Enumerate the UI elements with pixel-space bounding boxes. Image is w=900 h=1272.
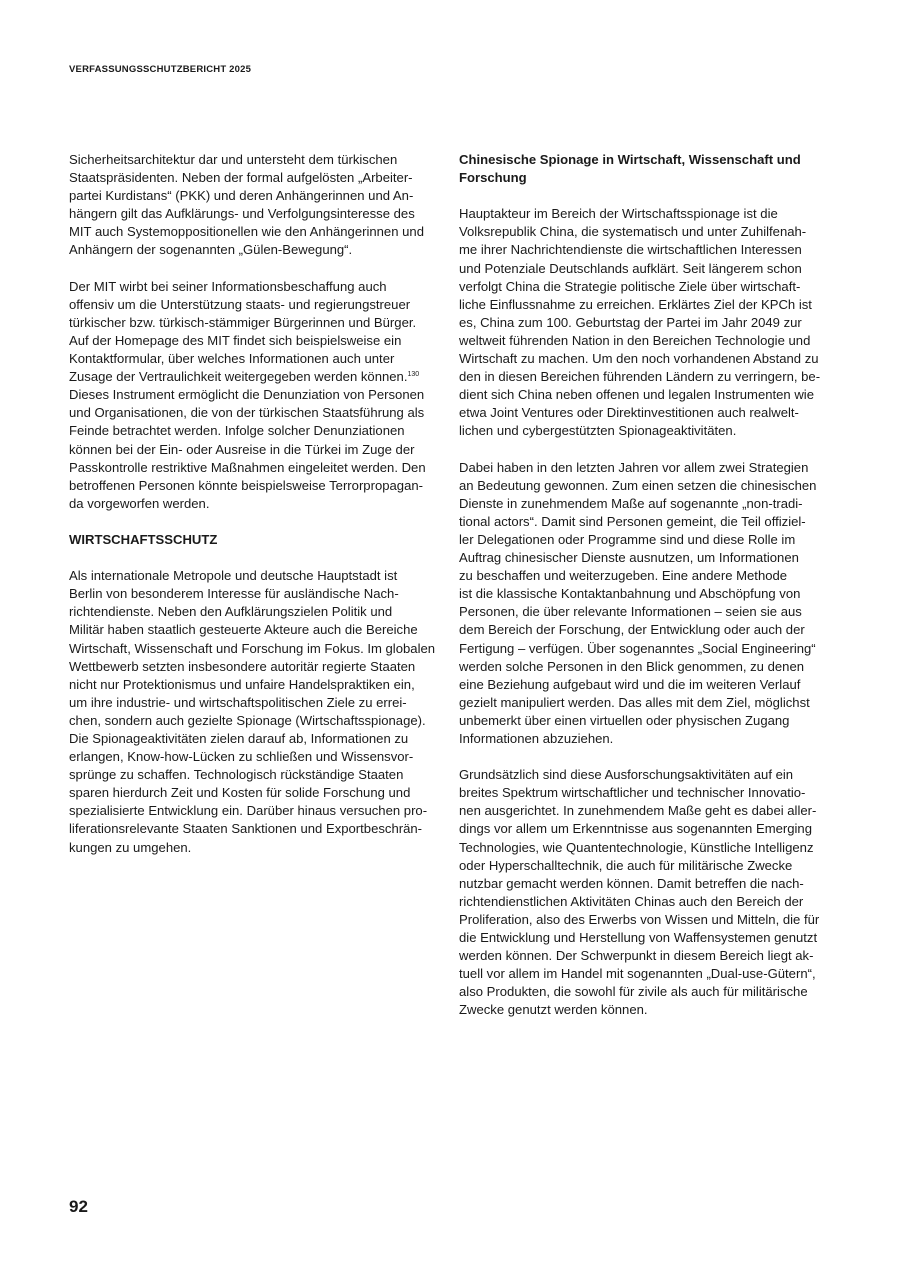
paragraph [459, 205, 839, 440]
text-line: nicht nur Protektionismus und unfaire Handelspraktiken ein, [69, 676, 415, 692]
text-line: Auftrag chinesischer Dienste ausnutzen, um Informationen [459, 550, 799, 566]
text-line: Zwecke genutzt werden können. [459, 1002, 648, 1018]
text-line: liche Einflussnahme zu erreichen. Erklärtes Ziel der KPCh ist [459, 296, 812, 312]
text-line: sprünge zu schaffen. Technologisch rückständige Staaten [69, 767, 404, 783]
text-line: etwa Joint Ventures oder Direktinvestitionen auch realwelt- [459, 405, 799, 421]
text-line: nen ausgerichtet. In zunehmendem Maße geht es dabei aller- [459, 803, 817, 819]
text-line: tional actors“. Damit sind Personen gemeint, die Teil offiziel- [459, 513, 806, 529]
text-line: Feinde betrachtet werden. Infolge solcher Denunziationen [69, 423, 405, 439]
footnote-marker[interactable]: 130 [407, 371, 420, 379]
text-line: werden können. Der Schwerpunkt in diesem Bereich liegt ak- [459, 948, 814, 964]
text-line: ler Delegationen oder Programme sind und diese Rolle im [459, 531, 796, 547]
text-line: oder Hyperschalltechnik, die auch für militärische Zwecke [459, 857, 793, 873]
text-line: spezialisierte Entwicklung ein. Darüber hinaus versuchen pro- [69, 803, 428, 819]
text-line: werden solche Personen in den Blick genommen, zu denen [459, 658, 805, 674]
text-line: unbemerkt über einen virtuellen oder physischen Zugang [459, 712, 790, 728]
text-line-with-footnote [69, 368, 445, 386]
text-line: Anhängern der sogenannten „Gülen-Bewegung“. [69, 242, 353, 258]
text-line: Staatspräsidenten. Neben der formal aufgelösten „Arbeiter- [69, 170, 413, 186]
text-line: den in diesen Bereichen führenden Ländern zu verringern, be- [459, 369, 821, 385]
text-line: dient sich China neben offenen und legalen Instrumenten wie [459, 387, 814, 403]
text-line: Wirtschaft, Wissenschaft und Forschung im Fokus. Im globalen [69, 640, 436, 656]
text-line: zu beschaffen und weiterzugeben. Eine andere Methode [459, 568, 788, 584]
text-line: also Produkten, die sowohl für zivile als auch für militärische [459, 984, 808, 1000]
text-line: Kontaktformular, über welches Informationen auch unter [69, 351, 395, 367]
text-line: die Entwicklung und Herstellung von Waffensystemen genutzt [459, 930, 818, 946]
paragraph [69, 278, 445, 513]
text-line: richtendienste. Neben den Aufklärungszielen Politik und [69, 604, 393, 620]
text-line: Dabei haben in den letzten Jahren vor allem zwei Strategien [459, 459, 809, 475]
paragraph [69, 151, 445, 260]
paragraph [459, 766, 839, 1019]
text-line: Dieses Instrument ermöglicht die Denunziation von Personen [69, 387, 425, 403]
text-line: Die Spionageaktivitäten zielen darauf ab, Informationen zu [69, 731, 409, 746]
text-line: es, China zum 100. Geburtstag der Partei im Jahr 2049 zur [459, 314, 802, 330]
text-line: Dienste in zunehmendem Maße auf sogenannte „non-tradi- [459, 495, 803, 511]
text-line: hängern gilt das Aufklärungs- und Verfolgungsinteresse des [69, 206, 415, 222]
text-line: betroffenen Personen könnte beispielsweise Terrorpropagan- [69, 477, 424, 493]
right-column [459, 151, 839, 1020]
text-line: Wettbewerb setzten insbesondere autoritär regierte Staaten [69, 658, 416, 674]
text-line: Passkontrolle restriktive Maßnahmen eingeleitet werden. Den [69, 459, 426, 475]
text-line: und Potenziale Deutschlands aufklärt. Seit längerem schon [459, 260, 802, 276]
section-heading: WIRTSCHAFTSSCHUTZ [69, 531, 218, 547]
running-header: VERFASSUNGSSCHUTZBERICHT 2025 [69, 64, 252, 75]
text-line: Grundsätzlich sind diese Ausforschungsaktivitäten auf ein [459, 767, 794, 783]
text-line: Der MIT wirbt bei seiner Informationsbeschaffung auch [69, 278, 387, 294]
text-line: erlangen, Know-how-Lücken zu schließen und Wissensvor- [69, 749, 414, 765]
text-line: weltweit führenden Nation in den Bereichen Technologie und [459, 332, 811, 348]
text-line: Militär haben staatlich gesteuerte Akteure auch die Bereiche [69, 622, 418, 638]
text-line: Informationen abzuziehen. [459, 731, 614, 746]
text-line: um ihre industrie- und wirtschaftspolitischen Ziele zu errei- [69, 694, 407, 710]
text-line: verfolgt China die Strategie politische Ziele über wirtschaft- [459, 278, 801, 294]
text-line: Fertigung – verfügen. Über sogenanntes „Social Engineering“ [459, 640, 816, 656]
text-line: Als internationale Metropole und deutsche Hauptstadt ist [69, 568, 398, 584]
text-line: türkischer bzw. türkisch-stämmiger Bürgerinnen und Bürger. [69, 314, 417, 330]
text-line: liferationsrelevante Staaten Sanktionen und Exportbeschrän- [69, 821, 423, 837]
text-line: Auf der Homepage des MIT findet sich beispielsweise ein [69, 332, 402, 348]
text-line: gezielt manipuliert werden. Das alles mit dem Ziel, möglichst [459, 694, 810, 710]
text-line: ist die klassische Kontaktanbahnung und Abschöpfung von [459, 586, 801, 602]
text-line: dings vor allem um Erkenntnisse aus sogenannten Emerging [459, 821, 813, 837]
text-line: richtendienstlichen Aktivitäten Chinas auch den Bereich der [459, 893, 804, 909]
text-line: und Organisationen, die von der türkischen Staatsführung als [69, 405, 425, 421]
subheading-line: Forschung [459, 170, 527, 186]
text-line: Wirtschaft zu machen. Um den noch vorhandenen Abstand zu [459, 351, 819, 367]
text-line: Sicherheitsarchitektur dar und untersteht dem türkischen [69, 152, 398, 167]
text-line: Proliferation, also des Erwerbs von Wissen und Mitteln, die für [459, 911, 820, 927]
text-line: Hauptakteur im Bereich der Wirtschaftsspionage ist die [459, 206, 778, 222]
text-line: breites Spektrum wirtschaftlicher und technischer Innovatio- [459, 785, 806, 801]
text-line: partei Kurdistans“ (PKK) und deren Anhängerinnen und An- [69, 188, 414, 204]
text-line: me ihrer Nachrichtendienste die wirtschaftlichen Interessen [459, 242, 802, 258]
text-line: MIT auch Systemoppositionellen wie den Anhängerinnen und [69, 224, 424, 240]
text-line: an Bedeutung gewonnen. Zum einen setzen die chinesischen [459, 477, 817, 493]
paragraph [69, 567, 445, 857]
text-line: offensiv um die Unterstützung staats- und regierungstreuer [69, 296, 411, 312]
text-line: tuell vor allem im Handel mit sogenannten „Dual-use-Gütern“, [459, 966, 816, 982]
text-line: Technologies, wie Quantentechnologie, Künstliche Intelligenz [459, 839, 814, 855]
left-column [69, 151, 445, 857]
text-line: können bei der Ein- oder Ausreise in die Türkei im Zuge der [69, 441, 415, 457]
text-line: nutzbar gemacht werden können. Damit betreffen die nach- [459, 875, 804, 891]
subheading-line: Chinesische Spionage in Wirtschaft, Wissenschaft und [459, 152, 801, 167]
text-line: Volksrepublik China, die systematisch und unter Zuhilfenah- [459, 224, 807, 240]
text-line: eine Beziehung aufgebaut wird und die im weiteren Verlauf [459, 676, 801, 692]
text-line: Berlin von besonderem Interesse für ausländische Nach- [69, 586, 399, 602]
text-line: kungen zu umgehen. [69, 839, 192, 855]
text-line: da vorgeworfen werden. [69, 495, 210, 511]
text-line: sparen hierdurch Zeit und Kosten für solide Forschung und [69, 785, 411, 801]
text-line: Zusage der Vertraulichkeit weitergegeben werden können. [69, 369, 408, 385]
text-line: lichen und cybergestützten Spionageaktivitäten. [459, 423, 737, 439]
text-line: dem Bereich der Forschung, der Entwicklung oder auch der [459, 622, 805, 638]
text-line: chen, sondern auch gezielte Spionage (Wirtschaftsspionage). [69, 712, 426, 728]
paragraph [459, 459, 839, 749]
page-number: 92 [69, 1197, 88, 1216]
text-line: Personen, die über relevante Informationen – seien sie aus [459, 604, 802, 620]
subheading [459, 151, 839, 187]
